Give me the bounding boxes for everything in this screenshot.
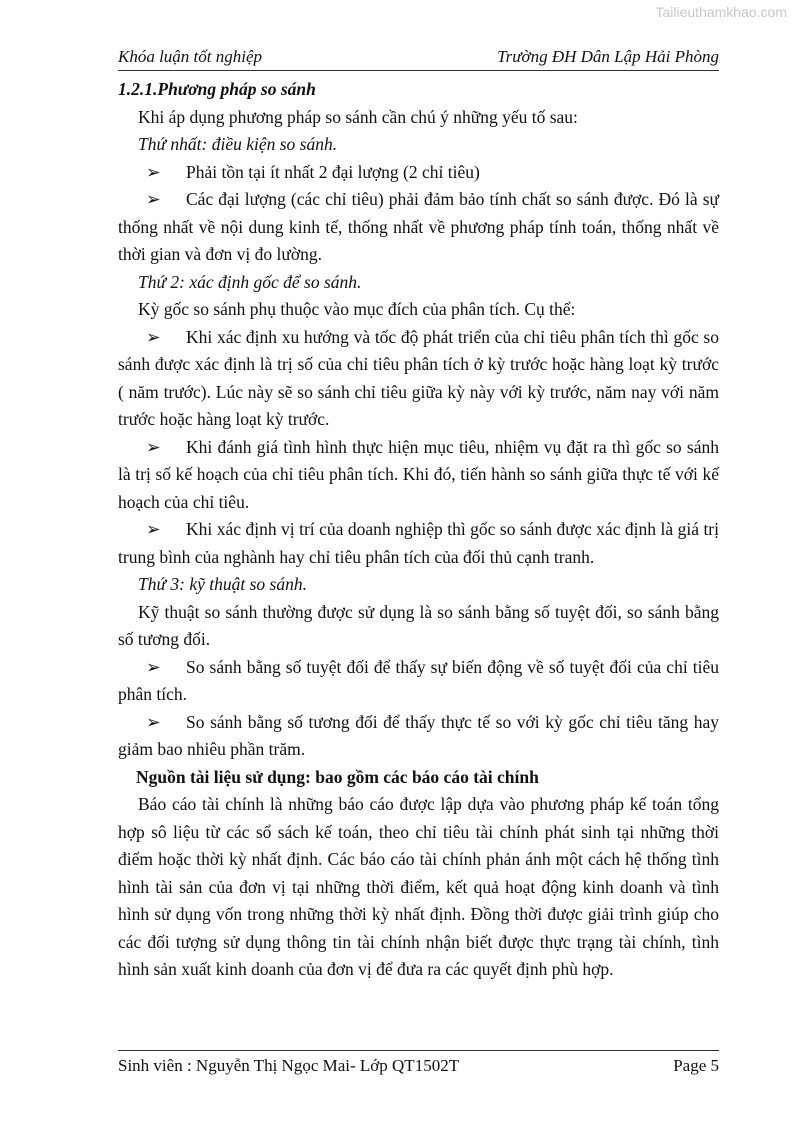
footer-divider (118, 1050, 719, 1051)
second-label: Thứ 2: xác định gốc để so sánh. (138, 271, 362, 292)
list-item (118, 159, 719, 187)
list-item-text: So sánh bằng số tương đối để thấy thực tế so với kỳ gốc chỉ tiêu tăng hay giảm bao nhiêu phần trăm. (118, 711, 719, 759)
list-item-text: Khi xác định xu hướng và tốc độ phát triển của chỉ tiêu phân tích thì gốc so sánh được xác định là trị số của chỉ tiêu phân tích ở kỳ trước hoặc hàng loạt kỳ trước ( năm trước). Lúc này sẽ so sánh chỉ tiêu giữa kỳ này với kỳ trước, năm nay với năm trước hoặc hàng loạt kỳ trước. (118, 326, 719, 429)
list-item (118, 434, 719, 517)
arrow-bullet-icon: ➢ (146, 326, 161, 347)
arrow-bullet-icon: ➢ (146, 519, 161, 539)
list-item (118, 654, 719, 709)
arrow-bullet-icon: ➢ (146, 656, 161, 677)
list-item-text: Khi xác định vị trí của doanh nghiệp thì gốc so sánh được xác định là giá trị trung bình của nghành hay chỉ tiêu phân tích của đối thủ cạnh tranh. (118, 519, 719, 567)
list-item-text: Các đại lượng (các chỉ tiêu) phải đảm bảo tính chất so sánh được. Đó là sự thống nhất về nội dung kinh tế, thống nhất về phương pháp tính toán, thống nhất về thời gian và đơn vị đo lường. (118, 189, 719, 264)
source-body: Báo cáo tài chính là những báo cáo được lập dựa vào phương pháp kế toán tổng hợp sô liệu từ các sổ sách kế toán, theo chỉ tiêu tài chính phát sinh tại những thời điểm hoặc thời kỳ nhất định. Các báo cáo tài chính phản ánh một cách hệ thống tình hình tài sản của đơn vị tại những thời điểm, kết quả hoạt động kinh doanh và tình hình sử dụng vốn trong những thời kỳ nhất định. Đồng thời được giải trình giúp cho các đối tượng sử dụng thông tin tài chính nhận biết được thực trạng tài chính, tình hình sản xuất kinh doanh của đơn vị để đưa ra các quyết định phù hợp. (118, 794, 719, 979)
footer-left: Sinh viên : Nguyễn Thị Ngọc Mai- Lớp QT1502T (118, 1056, 460, 1075)
intro-paragraph: Khi áp dụng phương pháp so sánh cần chú ý những yếu tố sau: (138, 106, 578, 127)
page-number: Page 5 (673, 1056, 719, 1075)
arrow-bullet-icon: ➢ (146, 161, 161, 182)
list-item-text: Khi đánh giá tình hình thực hiện mục tiêu, nhiệm vụ đặt ra thì gốc so sánh là trị số kế hoạch của chỉ tiêu phân tích. Khi đó, tiến hành so sánh giữa thực tế với kế hoạch của chỉ tiêu. (118, 436, 719, 512)
arrow-bullet-icon: ➢ (146, 189, 161, 209)
list-item (118, 186, 719, 269)
source-title: Nguồn tài liệu sử dụng: bao gồm các báo cáo tài chính (136, 766, 539, 787)
list-item (118, 709, 719, 764)
third-label: Thứ 3: kỹ thuật so sánh. (138, 574, 307, 594)
list-item (118, 516, 719, 571)
third-intro: Kỹ thuật so sánh thường được sử dụng là so sánh bằng số tuyệt đối, so sánh bằng số tương đối. (118, 601, 719, 649)
header-left: Khóa luận tốt nghiệp (118, 47, 263, 66)
page-body (118, 76, 719, 984)
arrow-bullet-icon: ➢ (146, 711, 161, 732)
first-label: Thứ nhất: điều kiện so sánh. (138, 134, 338, 154)
header-right: Trường ĐH Dân Lập Hải Phòng (497, 47, 719, 66)
header-divider (118, 70, 719, 71)
list-item-text: Phải tồn tại ít nhất 2 đại lượng (2 chỉ tiêu) (186, 161, 480, 182)
list-item (118, 324, 719, 434)
second-intro: Kỳ gốc so sánh phụ thuộc vào mục đích của phân tích. Cụ thể: (138, 299, 576, 319)
arrow-bullet-icon: ➢ (146, 436, 161, 457)
watermark: Tailieuthamkhao.com (655, 4, 787, 20)
list-item-text: So sánh bằng số tuyệt đối để thấy sự biến động về số tuyệt đối của chỉ tiêu phân tích. (118, 656, 719, 704)
section-title: 1.2.1.Phương pháp so sánh (118, 79, 316, 99)
page-header (118, 47, 719, 69)
